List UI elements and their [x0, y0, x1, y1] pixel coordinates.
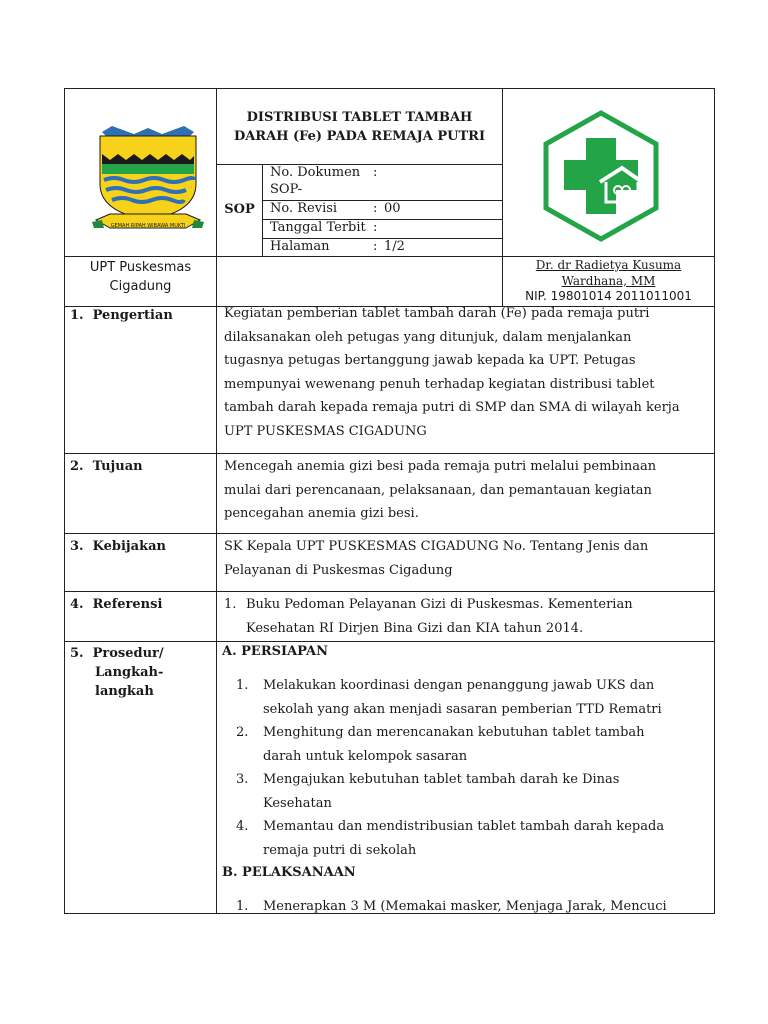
- signatory-block: [503, 258, 714, 305]
- pelaksanaan-heading: B. PELAKSANAAN: [222, 865, 356, 880]
- doc-info-sep: :: [373, 239, 378, 254]
- text-line: tugasnya petugas bertanggung jawab kepada ka UPT. Petugas: [224, 353, 636, 368]
- prosedur-label-line-1: 5. Prosedur/: [70, 646, 164, 661]
- title-line-2: DARAH (Fe) PADA REMAJA PUTRI: [233, 129, 486, 144]
- text-line: sekolah yang akan menjadi sasaran pemberian TTD Rematri: [263, 701, 662, 717]
- document-title: [217, 108, 502, 146]
- item-number: 1.: [236, 899, 249, 914]
- item-number: 1.: [236, 678, 249, 693]
- pelaksanaan-item-1: [236, 895, 707, 919]
- doc-info-row-tanggal: [270, 220, 500, 238]
- text-line: SK Kepala UPT PUSKESMAS CIGADUNG No. Tentang Jenis dan: [224, 539, 649, 554]
- text-line: tambah darah kepada remaja putri di SMP dan SMA di wilayah kerja: [224, 400, 680, 415]
- text-line: mulai dari perencanaan, pelaksanaan, dan pemantauan kegiatan: [224, 482, 652, 498]
- persiapan-item-4: [236, 815, 707, 862]
- doc-info-value: 1/2: [384, 239, 405, 254]
- text-line: Menerapkan 3 M (Memakai masker, Menjaga Jarak, Mencuci: [263, 899, 667, 914]
- text-line: darah untuk kelompok sasaran: [263, 748, 468, 764]
- text-line: Menghitung dan merencanakan kebutuhan tablet tambah: [263, 725, 645, 740]
- text-line: Mengajukan kebutuhan tablet tambah darah ke Dinas: [263, 772, 620, 787]
- city-emblem-logo: [92, 124, 204, 236]
- text-line: Memantau dan mendistribusian tablet tambah darah kepada: [263, 819, 665, 834]
- text-line: Pelayanan di Puskesmas Cigadung: [224, 562, 453, 578]
- section-label-pengertian: 1. Pengertian: [70, 308, 173, 323]
- doc-info-label: Halaman: [270, 239, 330, 254]
- doc-info-row-dokumen: [270, 165, 500, 183]
- sop-label: SOP: [224, 202, 255, 217]
- text-line: Kesehatan RI Dirjen Bina Gizi dan KIA tahun 2014.: [246, 620, 584, 636]
- section-text-tujuan: [224, 455, 707, 526]
- persiapan-item-2: [236, 721, 707, 768]
- section-label-referensi: 4. Referensi: [70, 597, 163, 612]
- doc-info-sep: :: [373, 165, 378, 180]
- text-line: pencegahan anemia gizi besi.: [224, 506, 419, 521]
- item-number: 2.: [236, 725, 249, 740]
- doc-info-label: No. Revisi: [270, 201, 338, 216]
- section-label-kebijakan: 3. Kebijakan: [70, 539, 166, 554]
- persiapan-heading: A. PERSIAPAN: [222, 644, 328, 659]
- title-line-1: DISTRIBUSI TABLET TAMBAH: [246, 110, 473, 125]
- section-label-tujuan: 2. Tujuan: [70, 459, 143, 474]
- text-line: mempunyai wewenang penuh terhadap kegiatan distribusi tablet: [224, 376, 655, 392]
- text-line: Buku Pedoman Pelayanan Gizi di Puskesmas. Kementerian: [246, 597, 633, 612]
- emblem-motto: GEMAH RIPAH WIBAWA MUKTI: [110, 223, 186, 229]
- text-line: Kegiatan pemberian tablet tambah darah (Fe) pada remaja putri: [224, 306, 650, 321]
- signatory-name-line-1: Dr. dr Radietya Kusuma: [535, 258, 682, 272]
- puskesmas-name-line-1: UPT Puskesmas: [89, 260, 192, 275]
- text-line: dilaksanakan oleh petugas yang ditunjuk, dalam menjalankan: [224, 329, 632, 345]
- puskesmas-logo: [542, 110, 660, 242]
- section-text-kebijakan: [224, 535, 707, 582]
- doc-info-value: 00: [384, 201, 401, 216]
- doc-info-label: Tanggal Terbit: [270, 220, 366, 235]
- doc-info-row-halaman: [270, 239, 500, 257]
- referensi-item-number: 1.: [224, 597, 237, 612]
- doc-info-row-sop: [270, 182, 500, 200]
- text-line: remaja putri di sekolah: [263, 842, 417, 858]
- text-line: Mencegah anemia gizi besi pada remaja putri melalui pembinaan: [224, 459, 657, 474]
- puskesmas-name-line-2: Cigadung: [109, 279, 172, 294]
- signatory-nip: NIP. 19801014 2011011001: [525, 289, 692, 303]
- persiapan-item-3: [236, 768, 707, 815]
- section-text-referensi: [246, 593, 707, 640]
- signatory-name-line-2: Wardhana, MM: [561, 273, 656, 288]
- doc-info-sep: :: [373, 201, 378, 216]
- doc-info-row-revisi: [270, 201, 500, 219]
- text-line: Melakukan koordinasi dengan penanggung jawab UKS dan: [263, 678, 655, 693]
- item-number: 4.: [236, 819, 249, 834]
- persiapan-item-1: [236, 674, 707, 721]
- puskesmas-name: [65, 258, 216, 296]
- doc-info-label: No. Dokumen: [270, 165, 361, 180]
- section-label-prosedur: [70, 644, 164, 701]
- text-line: Kesehatan: [263, 795, 332, 811]
- prosedur-label-line-3: langkah: [95, 684, 154, 699]
- doc-info-label: SOP-: [270, 182, 302, 197]
- prosedur-label-line-2: Langkah-: [95, 665, 164, 680]
- doc-info-sep: :: [373, 220, 378, 235]
- text-line: UPT PUSKESMAS CIGADUNG: [224, 423, 427, 439]
- item-number: 3.: [236, 772, 249, 787]
- section-text-pengertian: [224, 302, 707, 443]
